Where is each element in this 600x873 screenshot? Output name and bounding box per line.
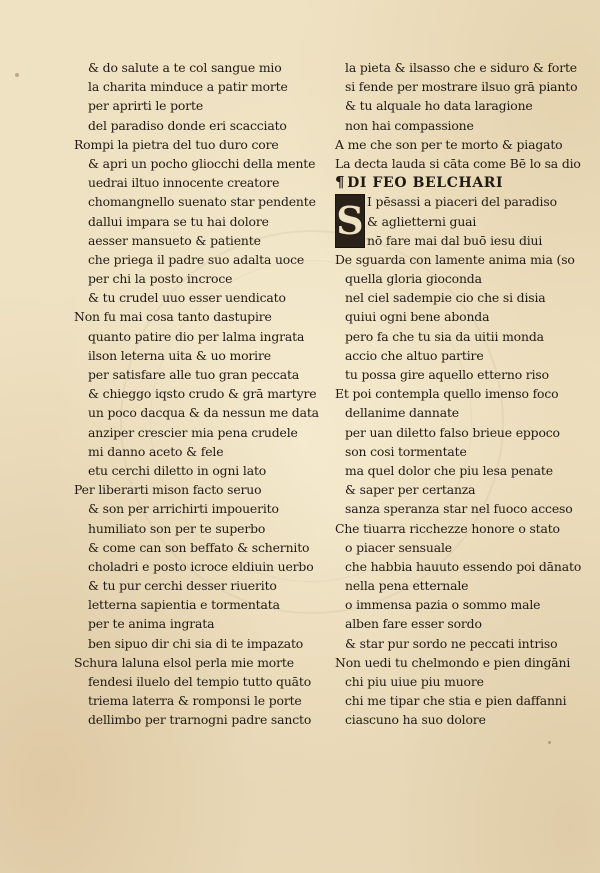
stanza-first-line: A me che son per te morto & piagato: [335, 136, 563, 152]
right-column: [335, 58, 590, 730]
verse-line: nō fare mai dal buō iesu diui: [367, 232, 543, 248]
verse-line: & tu crudel uuo esser uendicato: [88, 290, 286, 306]
verse-line: anziper crescier mia pena crudele: [88, 424, 298, 440]
verse-line: non hai compassione: [345, 117, 474, 133]
stanza-first-line: Per liberarti mison facto seruo: [74, 482, 262, 498]
verse-line: letterna sapientia e tormentata: [88, 597, 280, 613]
verse-line: I pēsassi a piaceri del paradiso: [367, 194, 557, 210]
verse-line: triema laterra & romponsi le porte: [88, 693, 302, 709]
drop-initial-letter: S: [336, 198, 364, 244]
heading-text: DI FEO BELCHARI: [347, 175, 504, 192]
verse-line: un poco dacqua & da nessun me data: [88, 405, 319, 421]
verse-line: per satisfare alle tuo gran peccata: [88, 367, 300, 382]
verse-line: dellanime dannate: [345, 405, 459, 421]
stanza-first-line: Rompi la pietra del tuo duro core: [74, 136, 279, 152]
verse-line: nella pena etternale: [345, 578, 469, 594]
stanza-first-line: Et poi contempla quello imenso foco: [335, 386, 559, 402]
verse-line: quiui ogni bene abonda: [345, 309, 490, 325]
verse-line: choladri e posto icroce eldiuin uerbo: [88, 558, 314, 574]
verse-line: quella gloria gioconda: [345, 271, 482, 287]
verse-line: ciascuno ha suo dolore: [345, 712, 486, 728]
verse-line: dellimbo per trarnogni padre sancto: [88, 712, 312, 728]
verse-line: & chieggo iqsto crudo & grā martyre: [88, 386, 317, 402]
ink-spot: [15, 73, 19, 77]
pilcrow-icon: ¶: [335, 173, 346, 192]
verse-line: che habbia hauuto essendo poi dānato: [345, 558, 582, 574]
verse-line: tu possa gire aquello etterno riso: [345, 367, 549, 383]
stanza-first-line: Schura laluna elsol perla mie morte: [74, 654, 294, 670]
stanza-first-line: Non uedi tu chelmondo e pien dingāni: [335, 654, 571, 670]
ink-spot: [548, 741, 551, 744]
drop-initial: [335, 194, 365, 248]
left-column: [74, 58, 336, 730]
verse-line: la pieta & ilsasso che e siduro & forte: [345, 60, 577, 75]
verse-line: pero fa che tu sia da uitii monda: [345, 328, 544, 344]
verse-line: dallui impara se tu hai dolore: [88, 213, 269, 229]
verse-line: & star pur sordo ne peccati intriso: [345, 635, 558, 651]
stanza-first-line: Non fu mai cosa tanto dastupire: [74, 309, 272, 325]
verse-line: ben sipuo dir chi sia di te impazato: [88, 635, 304, 651]
verse-line: nel ciel sadempie cio che si disia: [345, 290, 546, 306]
verse-line: ma quel dolor che piu lesa penate: [345, 462, 553, 478]
verse-line: & tu alquale ho data laragione: [345, 98, 533, 114]
verse-line: per aprirti le porte: [88, 98, 203, 114]
verse-line: & apri un pocho gliocchi della mente: [88, 155, 316, 171]
verse-line: o immensa pazia o sommo male: [345, 597, 541, 613]
stanza-first-line: Che tiuarra ricchezze honore o stato: [335, 520, 560, 536]
verse-line: & aglietterni guai: [367, 213, 477, 229]
verse-line: chi piu uiue piu muore: [345, 674, 484, 690]
verse-line: humiliato son per te superbo: [88, 520, 266, 536]
verse-line: che priega il padre suo adalta uoce: [88, 251, 305, 267]
verse-line: chi me tipar che stia e pien daffanni: [345, 693, 567, 709]
verse-line: si fende per mostrare ilsuo grā pianto: [345, 79, 578, 95]
verse-line: etu cerchi diletto in ogni lato: [88, 462, 267, 478]
verse-line: per uan diletto falso brieue eppoco: [345, 424, 560, 440]
verse-line: & saper per certanza: [345, 482, 476, 498]
verse-line: sanza speranza star nel fuoco acceso: [345, 501, 573, 517]
verse-line: & son per arrichirti impouerito: [88, 501, 279, 517]
verse-line: & do salute a te col sangue mio: [88, 60, 282, 75]
verse-line: per te anima ingrata: [88, 616, 215, 632]
section-heading: [335, 173, 590, 192]
verse-line: accio che altuo partire: [345, 347, 484, 363]
verse-line: o piacer sensuale: [345, 539, 452, 555]
verse-line: del paradiso donde eri scacciato: [88, 117, 287, 133]
verse-line: ilson leterna uita & uo morire: [88, 347, 271, 363]
verse-line: son cosi tormentate: [345, 443, 467, 459]
verse-line: aesser mansueto & patiente: [88, 232, 261, 248]
verse-line: uedrai iltuo innocente creatore: [88, 175, 280, 191]
verse-line: per chi la posto incroce: [88, 271, 233, 287]
verse-line: la charita minduce a patir morte: [88, 79, 288, 95]
verse-line: mi danno aceto & fele: [88, 443, 224, 459]
verse-line: quanto patire dio per lalma ingrata: [88, 328, 305, 344]
verse-line: fendesi iluelo del tempio tutto quāto: [88, 674, 312, 689]
rubric-line: La decta lauda si cāta come Bē lo sa dio: [335, 155, 581, 171]
verse-line: alben fare esser sordo: [345, 616, 482, 632]
verse-line: chomangnello suenato star pendente: [88, 194, 316, 210]
verse-line: & tu pur cerchi desser riuerito: [88, 578, 277, 594]
stanza-first-line: De sguarda con lamente anima mia (so: [335, 251, 575, 267]
verse-line: & come can son beffato & schernito: [88, 539, 310, 555]
drop-initial-block: [335, 192, 590, 250]
